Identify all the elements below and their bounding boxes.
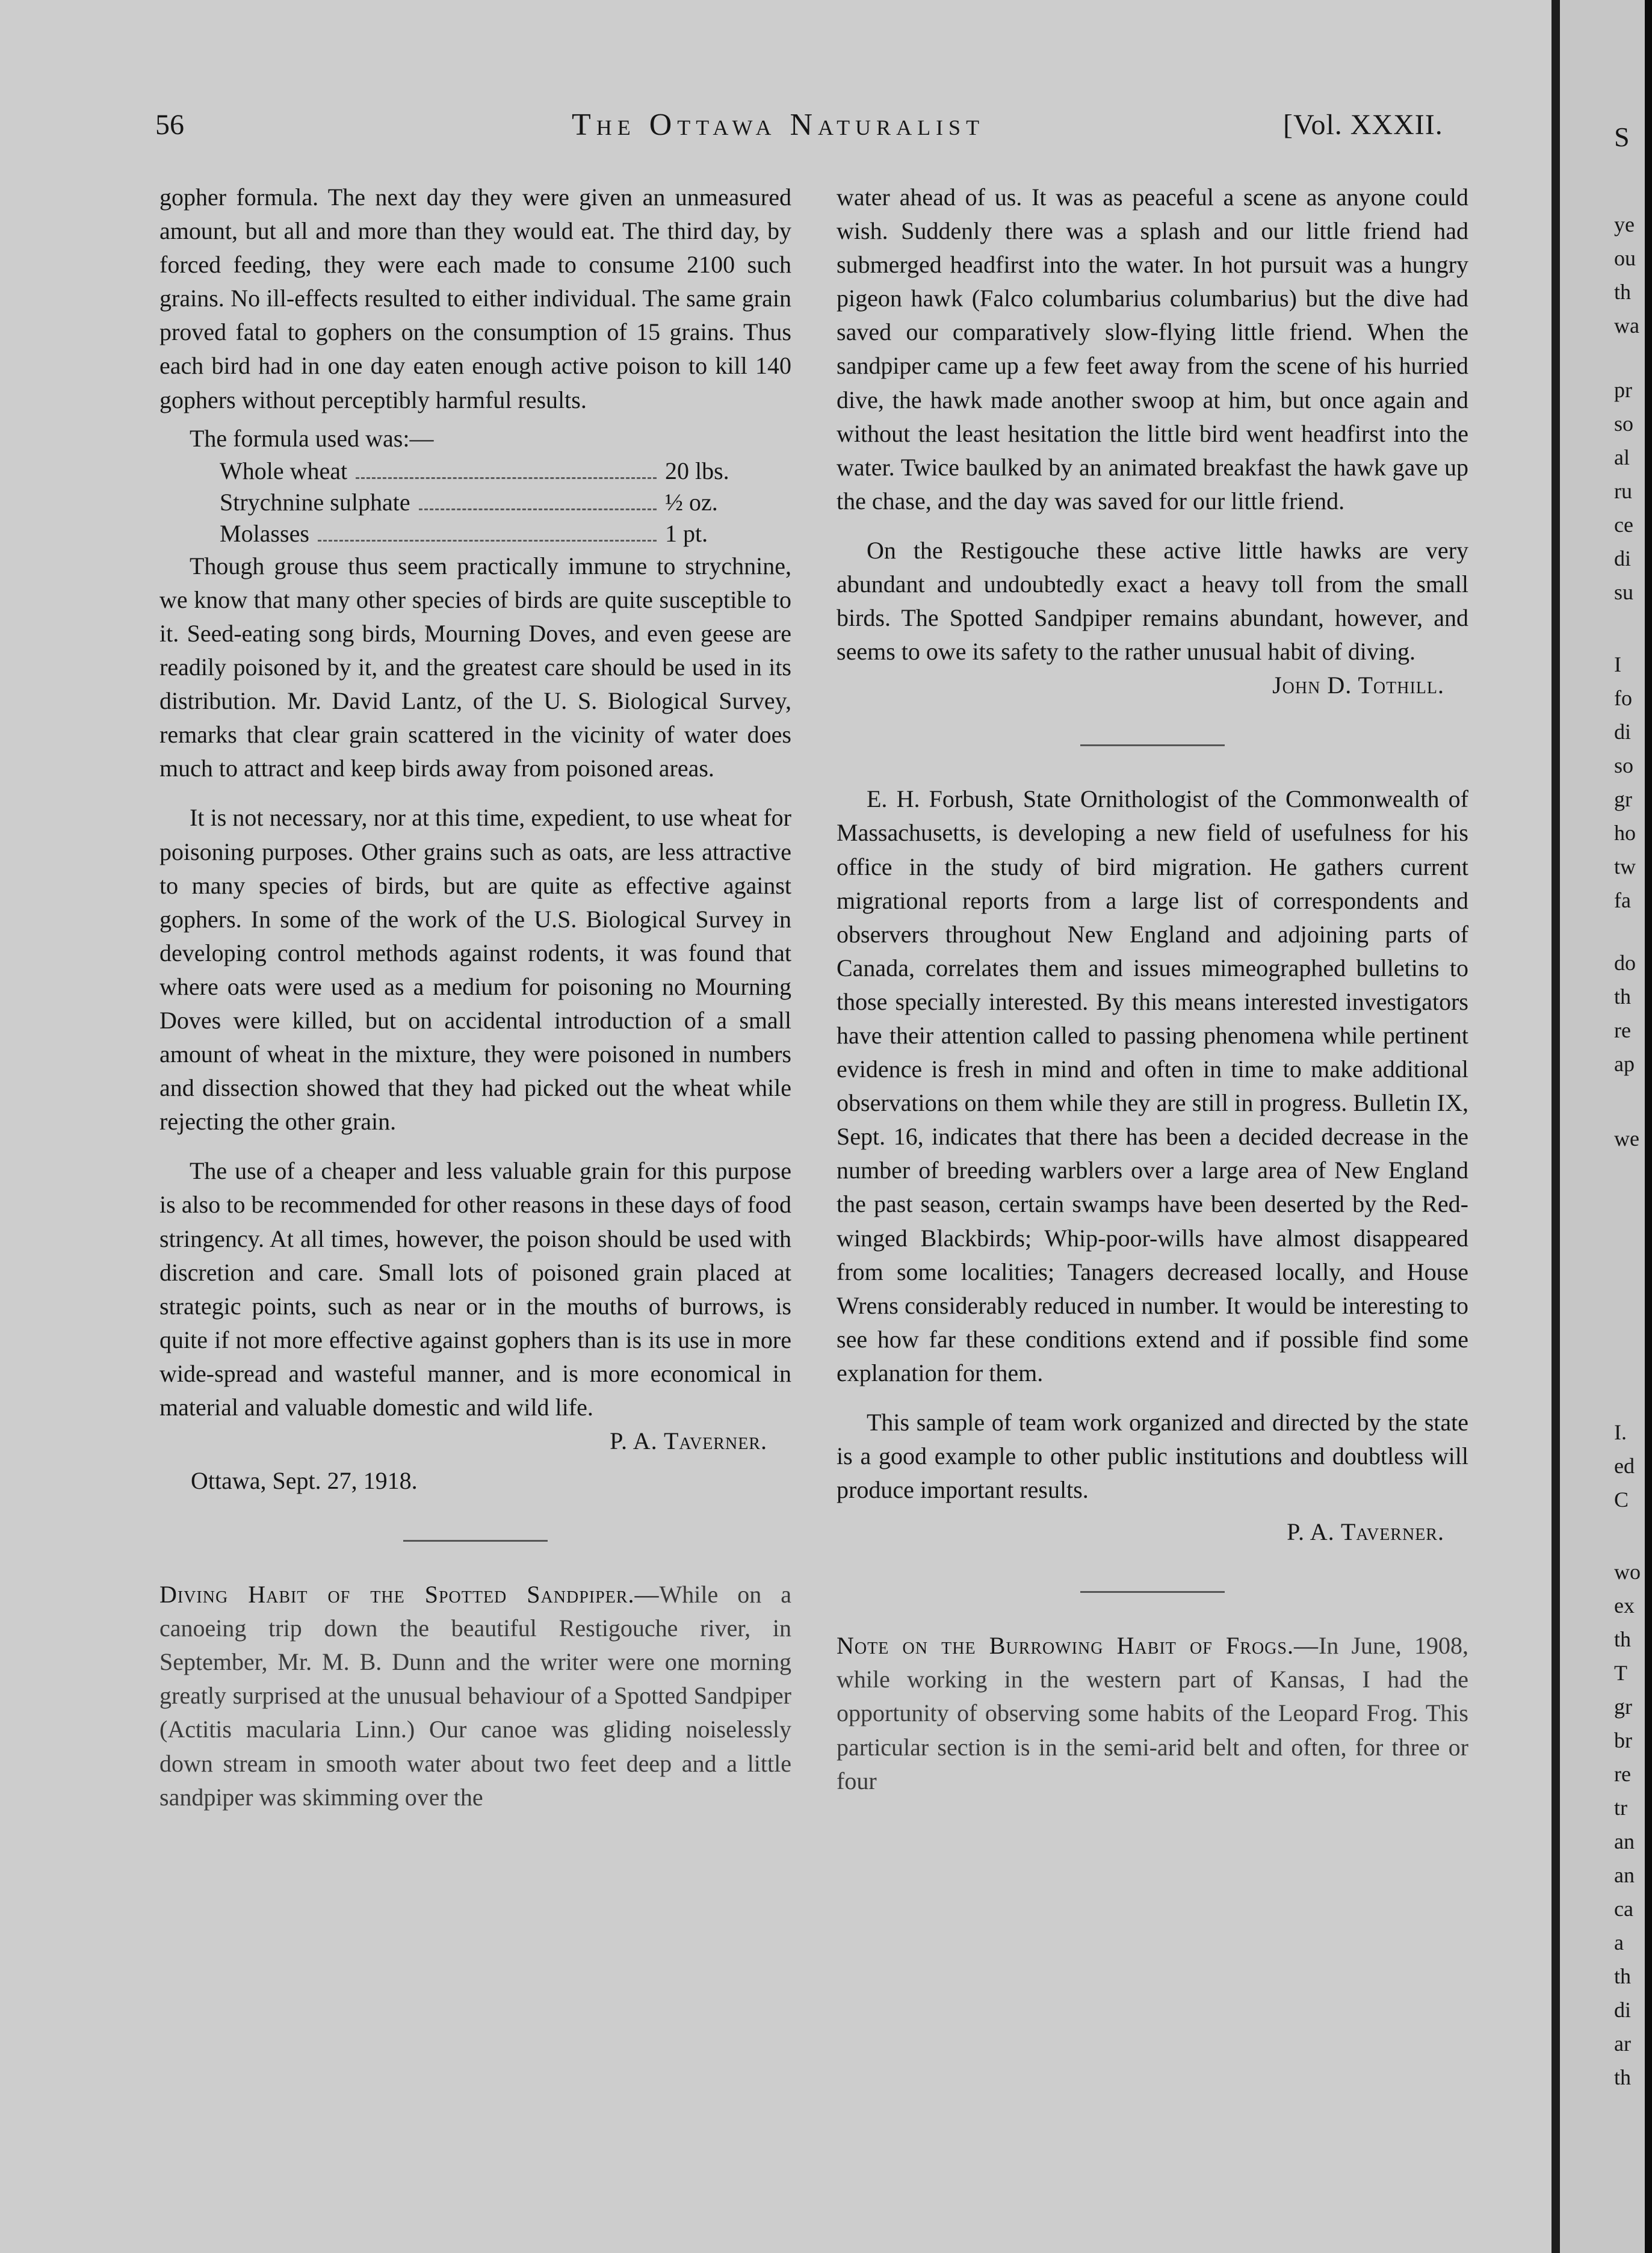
edge-fragment: ed [1614, 1454, 1635, 1478]
edge-fragment: re [1614, 1018, 1631, 1042]
quantity: ½ oz. [665, 488, 718, 516]
left-column [159, 181, 791, 1814]
leader-dots [419, 508, 657, 510]
edge-fragment: a [1614, 1930, 1624, 1955]
article-text: While on a canoeing trip down the beautiful Restigouche river, in September, Mr. M. B. Dunn and the writer were one morning greatly surprised at the unusual behaviour of a Spotted Sandpiper (Actitis macularia Linn.) Our canoe was gliding noiselessly down stream in smooth water about two feet deep and a little sandpiper was skimming over the [159, 1581, 791, 1811]
edge-fragment: I. [1614, 1420, 1627, 1444]
edge-fragment: we [1614, 1126, 1639, 1151]
edge-fragment: tr [1614, 1796, 1627, 1820]
edge-fragment: an [1614, 1829, 1635, 1853]
paragraph: gopher formula. The next day they were given an unmeasured amount, but all and more than they would eat. The third day, by forced feeding, they were each made to consume 2100 such grains. No ill-effects resulted to either individual. The same grain proved fatal to gophers on the consumption of 15 grains. Thus each bird had in one day eaten enough active poison to kill 140 gophers without perceptibly harmful results. [159, 184, 791, 413]
edge-fragment: ho [1614, 821, 1636, 845]
quantity: 20 lbs. [665, 457, 729, 484]
article-heading: Note on the Burrowing Habit of Frogs.— [837, 1632, 1319, 1660]
ingredient: Molasses [220, 519, 309, 547]
edge-fragment: wa [1614, 314, 1639, 338]
edge-fragment: I [1614, 652, 1621, 676]
formula-table [220, 456, 749, 549]
edge-fragment: ou [1614, 246, 1636, 270]
paragraph: On the Restigouche these active little hawks are very abundant and undoubtedly exact a heavy toll from the small birds. The Spotted Sandpiper remains abundant, however, and seems to owe its safety to the rather unusual habit of diving. [837, 536, 1468, 666]
edge-fragment: gr [1614, 787, 1632, 811]
paragraph: This sample of team work organized and directed by the state is a good example to other public institutions and doubtless will produce important results. [837, 1409, 1468, 1504]
article-heading: Diving Habit of the Spotted Sandpiper.— [159, 1581, 660, 1609]
book-gutter [1551, 0, 1560, 2253]
formula-row [220, 487, 749, 518]
author-signature: P. A. Taverner. [1287, 1518, 1444, 1546]
edge-fragment: ce [1614, 513, 1633, 537]
section-divider [1080, 1591, 1225, 1593]
edge-fragment: so [1614, 412, 1634, 436]
edge-fragment: th [1614, 984, 1632, 1009]
edge-fragment: su [1614, 580, 1634, 604]
edge-fragment: S [1614, 122, 1630, 152]
running-title: The Ottawa Naturalist [572, 108, 985, 142]
edge-fragment: fa [1614, 888, 1631, 912]
edge-fragment: al [1614, 445, 1630, 469]
section-divider [403, 1540, 548, 1542]
paragraph: It is not necessary, nor at this time, expedient, to use wheat for poisoning purposes. Other grains such as oats, are less attractive to many species of birds, but are quite as effective against gophers. In some of the work of the U.S. Biological Survey in developing control methods against rodents, it was found that where oats were used as a medium for poisoning no Mourning Doves were killed, but on accidental introduction of a small amount of wheat in the mixture, they were poisoned in numbers and dissection showed that they had picked out the wheat while rejecting the other grain. [159, 804, 791, 1136]
paragraph: Though grouse thus seem practically immune to strychnine, we know that many other species of birds are quite susceptible to it. Seed-eating song birds, Mourning Doves, and even geese are readily poisoned by it, and the greatest care should be used in its distribution. Mr. David Lantz, of the U. S. Biological Survey, remarks that clear grain scattered in the vicinity of water does much to attract and keep birds away from poisoned areas. [159, 552, 791, 782]
edge-fragment: tw [1614, 855, 1636, 879]
edge-fragment: ar [1614, 2032, 1631, 2056]
edge-fragment: ru [1614, 479, 1632, 503]
formula-row [220, 518, 749, 549]
right-column [837, 181, 1468, 1798]
edge-fragment: do [1614, 951, 1636, 975]
leader-dots [356, 477, 657, 479]
edge-fragment: an [1614, 1863, 1635, 1887]
page-number: 56 [155, 109, 184, 141]
edge-fragment: re [1614, 1762, 1631, 1786]
edge-fragment: br [1614, 1728, 1632, 1752]
edge-fragment: th [1614, 2065, 1632, 2089]
article-text: In June, 1908, while working in the western part of Kansas, I had the opportunity of observing some habits of the Leopard Frog. This particular section is in the semi-arid belt and often, for three or four [837, 1632, 1468, 1794]
page-edge-shadow [1645, 0, 1652, 2253]
edge-fragment: so [1614, 753, 1634, 777]
edge-fragment: pr [1614, 378, 1632, 402]
article-start [837, 1629, 1468, 1797]
edge-fragment: di [1614, 720, 1632, 744]
dateline: Ottawa, Sept. 27, 1918. [191, 1467, 418, 1495]
edge-fragment: fo [1614, 686, 1632, 710]
edge-fragment: T [1614, 1661, 1627, 1685]
article-start [159, 1578, 791, 1814]
edge-fragment: gr [1614, 1695, 1632, 1719]
edge-fragment: ex [1614, 1593, 1635, 1618]
edge-fragment: th [1614, 280, 1632, 304]
edge-fragment: th [1614, 1964, 1632, 1988]
edge-fragment: wo [1614, 1560, 1641, 1584]
paragraph: water ahead of us. It was as peaceful a scene as anyone could wish. Suddenly there was a splash and our little friend had submerged headfirst into the water. In hot pursuit was a hungry pigeon hawk (Falco columbarius columbarius) but the dive had saved our comparatively slow-flying little friend. When the sandpiper came up a few feet away from the scene of his hurried dive, the hawk made another swoop at him, but once again and without the least hesitation the little bird went headfirst into the water. Twice baulked by an animated breakfast the hawk gave up the chase, and the day was saved for our little friend. [837, 184, 1468, 515]
edge-fragment: ye [1614, 212, 1635, 236]
edge-fragment: ca [1614, 1897, 1633, 1921]
edge-fragment: di [1614, 546, 1632, 570]
author-signature: John D. Tothill. [1272, 672, 1444, 699]
ingredient: Whole wheat [220, 457, 348, 484]
edge-fragment: ap [1614, 1052, 1635, 1076]
leader-dots [318, 540, 657, 542]
formula-intro: The formula used was:— [190, 424, 434, 452]
section-divider [1080, 744, 1225, 746]
quantity: 1 pt. [665, 519, 708, 547]
formula-row [220, 456, 749, 487]
paragraph: The use of a cheaper and less valuable grain for this purpose is also to be recommended for other reasons in these days of food stringency. At all times, however, the poison should be used with discretion and care. Small lots of poisoned grain placed at strategic points, such as near or in the mouths of burrows, is quite if not more effective against gophers than is its use in more wide-spread and wasteful manner, and is more economical in material and valuable domestic and wild life. [159, 1157, 791, 1421]
paragraph: E. H. Forbush, State Ornithologist of the Commonwealth of Massachusetts, is developing a new field of usefulness for his office in the study of bird migration. He gathers current migrational reports from a large list of correspondents and observers throughout New England and adjoining parts of Canada, correlates them and issues mimeographed bulletins to those specially interested. By this means interested investigators have their attention called to passing phenomena while pertinent evidence is fresh in mind and often in time to make additional observations on them while they are still in progress. Bulletin IX, Sept. 16, indicates that there has been a decided decrease in the number of breeding warblers over a large area of New England the past season, certain swamps have been deserted by the Red-winged Blackbirds; Whip-poor-wills have almost disappeared from some localities; Tanagers decreased locally, and House Wrens considerably reduced in number. It would be interesting to see how far these conditions extend and if possible find some explanation for them. [837, 785, 1468, 1386]
edge-fragment: C [1614, 1488, 1629, 1512]
ingredient: Strychnine sulphate [220, 488, 410, 516]
volume-label: [Vol. XXXII. [1283, 109, 1443, 141]
edge-fragment: th [1614, 1627, 1632, 1651]
edge-fragment: di [1614, 1998, 1632, 2022]
author-signature: P. A. Taverner. [610, 1427, 767, 1455]
adjacent-page-edge [1560, 0, 1652, 2253]
